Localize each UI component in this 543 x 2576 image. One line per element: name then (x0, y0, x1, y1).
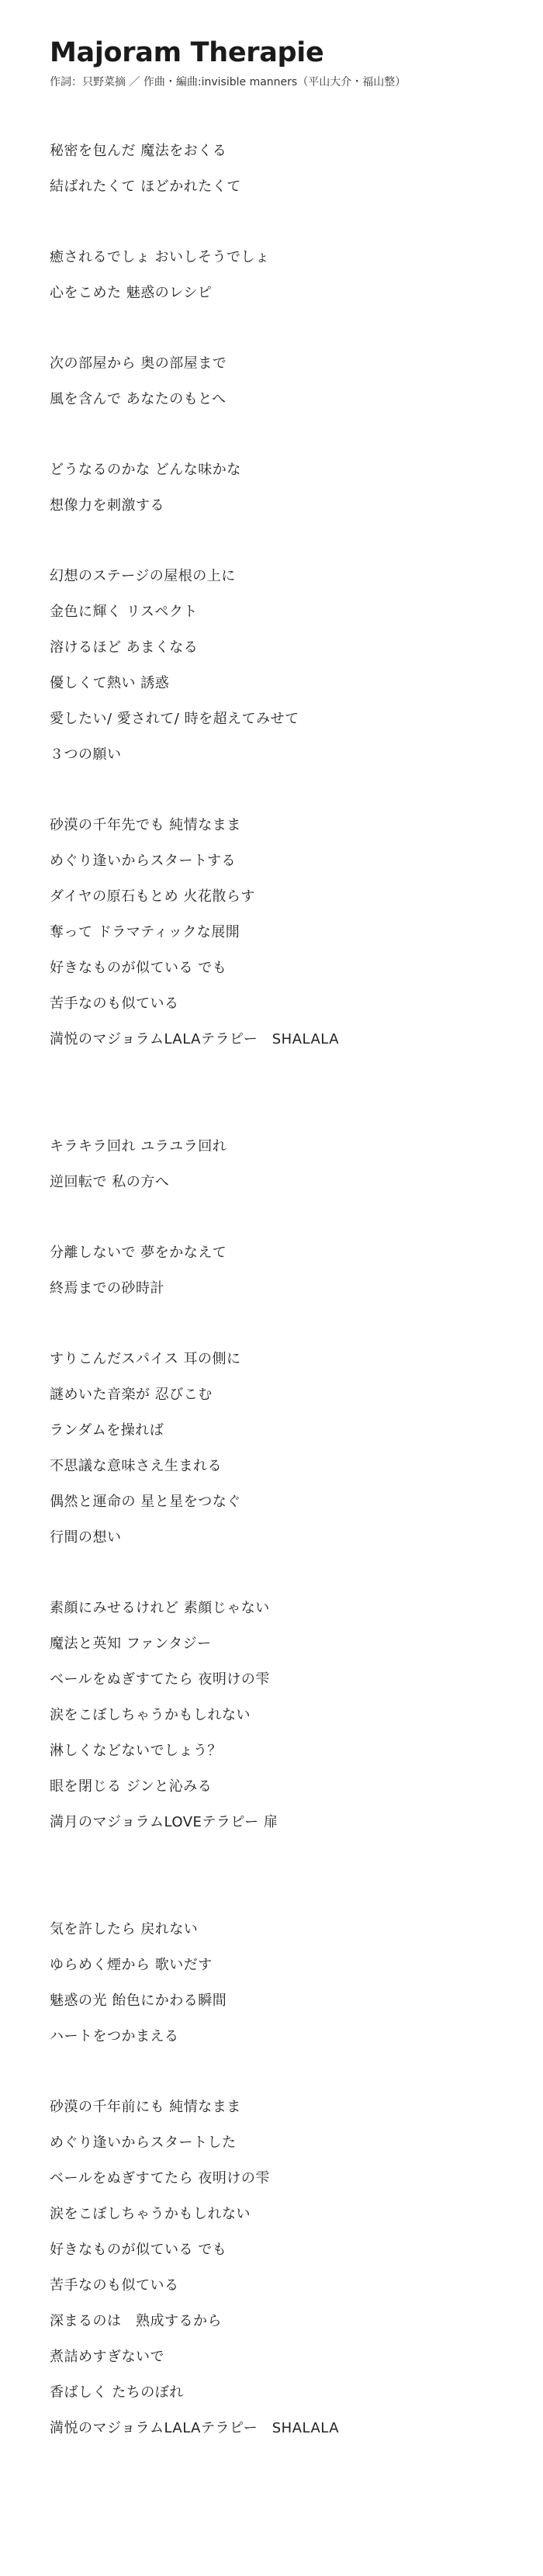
lyric-line: 満悦のマジョラムLALAテラピー SHALALA (50, 1031, 340, 1047)
lyric-line: 眼を閉じる ジンと沁みる (50, 1778, 213, 1795)
lyric-line: すりこんだスパイス 耳の側に (50, 1351, 241, 1367)
lyric-line: ハートをつかまえる (50, 2028, 179, 2045)
stanza (50, 346, 496, 417)
lyric-line: めぐり逢いからスタートした (50, 2135, 237, 2151)
lyric-line: 煮詰めすぎないで (50, 2349, 164, 2365)
lyric-line: 愛したい/ 愛されて/ 時を超えてみせて (50, 711, 299, 727)
lyric-line: キラキラ回れ ユラユラ回れ (50, 1138, 227, 1155)
stanza (50, 1591, 496, 1840)
lyric-line: 満月のマジョラムLOVEテラピー 扉 (50, 1814, 278, 1830)
lyric-line: 不思議な意味さえ生まれる (50, 1458, 222, 1474)
stanza (50, 1129, 496, 1200)
lyric-line: 偶然と運命の 星と星をつなぐ (50, 1494, 241, 1510)
stanza (50, 2090, 496, 2446)
lyric-line: 涙をこぼしちゃうかもしれない (50, 1707, 251, 1723)
stanza (50, 240, 496, 311)
lyric-line: 結ばれたくて ほどかれたくて (50, 178, 241, 195)
lyric-line: 終焉までの砂時計 (50, 1280, 164, 1297)
stanza (50, 1912, 496, 2055)
lyric-line: 溶けるほど あまくなる (50, 639, 199, 656)
lyric-line: 想像力を刺激する (50, 497, 164, 514)
stanza (50, 1342, 496, 1556)
lyric-line: 魅惑の光 飴色にかわる瞬間 (50, 1993, 227, 2009)
lyric-line: 行間の想い (50, 1529, 122, 1546)
song-title: Majoram Therapie (50, 37, 324, 68)
lyric-line: 素顔にみせるけれど 素顔じゃない (50, 1600, 270, 1616)
lyric-line: 好きなものが似ている でも (50, 960, 227, 976)
lyric-line: 苦手なのも似ている (50, 2277, 179, 2294)
song-credits: 作詞：只野菜摘 ／ 作曲・編曲:invisible manners（平山大介・福山整） (50, 76, 406, 88)
lyric-line: 好きなものが似ている でも (50, 2242, 227, 2258)
lyric-line: 香ばしく たちのぼれ (50, 2384, 184, 2401)
lyric-line: ダイヤの原石もとめ 火花散らす (50, 888, 255, 905)
lyric-line: 謎めいた音楽が 忍びこむ (50, 1387, 213, 1403)
lyric-line: 次の部屋から 奥の部屋まで (50, 355, 227, 372)
lyric-line: 奪って ドラマティックな展開 (50, 924, 240, 940)
lyric-line: 心をこめた 魅惑のレシピ (50, 285, 213, 301)
stanza (50, 808, 496, 1058)
lyric-line: 癒されるでしょ おいしそうでしょ (50, 249, 270, 265)
lyric-line: ランダムを操れば (50, 1422, 164, 1439)
lyric-line: 風を含んで あなたのもとへ (50, 391, 227, 407)
stanza (50, 452, 496, 524)
lyric-line: 深まるのは 熟成するから (50, 2313, 222, 2329)
lyric-line: 幻想のステージの屋根の上に (50, 568, 236, 584)
lyrics-body (50, 133, 496, 2446)
lyric-line: 分離しないで 夢をかなえて (50, 1245, 227, 1261)
stanza (50, 133, 496, 205)
lyric-line: 気を許したら 戻れない (50, 1921, 199, 1937)
lyric-line: ゆらめく煙から 歌いだす (50, 1957, 213, 1973)
lyric-line: 満悦のマジョラムLALAテラピー SHALALA (50, 2420, 340, 2436)
lyric-line: めぐり逢いからスタートする (50, 853, 236, 869)
lyric-line: 涙をこぼしちゃうかもしれない (50, 2206, 251, 2222)
stanza (50, 559, 496, 773)
lyric-line: 優しくて熱い 誘惑 (50, 675, 170, 691)
lyric-line: ベールをぬぎすてたら 夜明けの雫 (50, 2170, 270, 2186)
lyric-line: ベールをぬぎすてたら 夜明けの雫 (50, 1671, 270, 1688)
lyric-line: 砂漠の千年前にも 純情なまま (50, 2099, 241, 2115)
lyric-line: 砂漠の千年先でも 純情なまま (50, 817, 241, 833)
lyric-line: ３つの願い (50, 746, 122, 763)
lyric-line: 淋しくなどないでしょう？ (50, 1743, 222, 1759)
lyric-line: 金色に輝く リスペクト (50, 604, 198, 620)
lyric-line: どうなるのかな どんな味かな (50, 462, 241, 478)
lyric-line: 魔法と英知 ファンタジー (50, 1636, 212, 1652)
stanza (50, 1235, 496, 1307)
lyric-line: 逆回転で 私の方へ (50, 1174, 170, 1190)
lyric-line: 苦手なのも似ている (50, 995, 179, 1012)
lyric-line: 秘密を包んだ 魔法をおくる (50, 143, 227, 159)
